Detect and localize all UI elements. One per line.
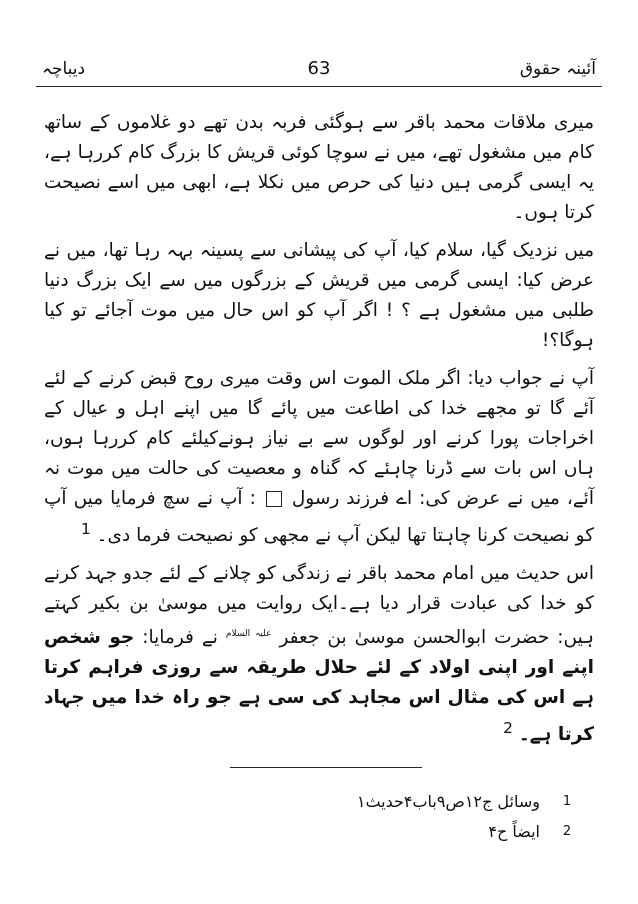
running-header: [36, 56, 602, 87]
footnote-2: [56, 820, 582, 844]
paragraph-3: [44, 364, 594, 551]
footnote-divider: [230, 767, 422, 768]
paragraph-4: [44, 559, 594, 750]
footnotes: [56, 790, 582, 850]
footnote-text: ایضاً ح۴: [488, 822, 540, 841]
paragraph-3-text-a: آپ نے جواب دیا: اگر ملک الموت اس وقت میری روح قبض کرنے کے لئے آئے گا تو مجھے خدا کی اطاعت میں پائے گا میں اپنے اہل و عیال کے اخراجات پورا کرنے اور لوگوں سے بے نیاز ہونےکیلئے کام کررہا ہوں، ہاں اس بات سے ڈرنا چاہئے کہ گناہ و معصیت کی حالت میں موت نہ آئے، میں نے عرض کی: اے فرزند رسول: [44, 368, 594, 509]
footnote-text: وسائل ج۱۲ص۹باب۴حدیث۱: [356, 792, 540, 811]
honorific-mark: علیہ السلام: [225, 629, 272, 640]
body-text: [44, 108, 594, 750]
paragraph-4-text: اس حدیث میں امام محمد باقر نے زندگی کو چلانے کے لئے جدو جہد کرنے کو خدا کی عبادت قرار دیا ہے۔ایک روایت میں موسیٰ بن بکیر کہتے ہیں: حضرت ابوالحسن موسیٰ بن جعفر: [44, 563, 594, 649]
footnote-ref-2: 2: [503, 719, 513, 738]
book-title: آئینہ حقوق: [519, 59, 596, 79]
page-number: 63: [307, 58, 331, 79]
footnote-1: [56, 790, 582, 814]
paragraph-2: میں نزدیک گیا، سلام کیا، آپ کی پیشانی سے پسینہ بہہ رہا تھا، میں نے عرض کیا: ایسی گرمی میں قریش کے بزرگوں میں سے ایک بزرگ دنیا طلبی میں مشغول ہے ؟ ! اگر آپ کو اس حال میں موت آجائے تو کیا ہوگا؟!: [44, 240, 594, 351]
section-title: دیباچہ: [42, 59, 86, 79]
footnote-number: 1: [562, 794, 572, 809]
hadith-quote: جو شخص اپنے اور اپنی اولاد کے لئے حلال طریقہ سے روزی فراہم کرتا ہے اس کی مثال اس مجاہد کی سی ہے جو راہ خدا میں جہاد کرتا ہے۔: [44, 627, 594, 746]
footnote-number: 2: [562, 824, 572, 839]
salutation-box-icon: [266, 491, 282, 507]
footnote-ref-1: 1: [80, 520, 91, 538]
paragraph-3-text-b: : آپ نے سچ فرمایا میں آپ کو نصیحت کرنا چاہتا تھا لیکن آپ نے مجھی کو نصیحت فرما دی۔: [44, 488, 594, 547]
paragraph-4-mid: نے فرمایا:: [134, 627, 218, 649]
paragraph-1: میری ملاقات محمد باقر سے ہوگئی فربہ بدن تھے دو غلاموں کے ساتھ کام میں مشغول تھے، میں نے سوچا کوئی قریش کا بزرگ کام کررہا ہے، یہ ایسی گرمی ہیں دنیا کی حرص میں نکلا ہے، ابھی میں اسے نصیحت کرتا ہوں۔: [44, 112, 594, 223]
